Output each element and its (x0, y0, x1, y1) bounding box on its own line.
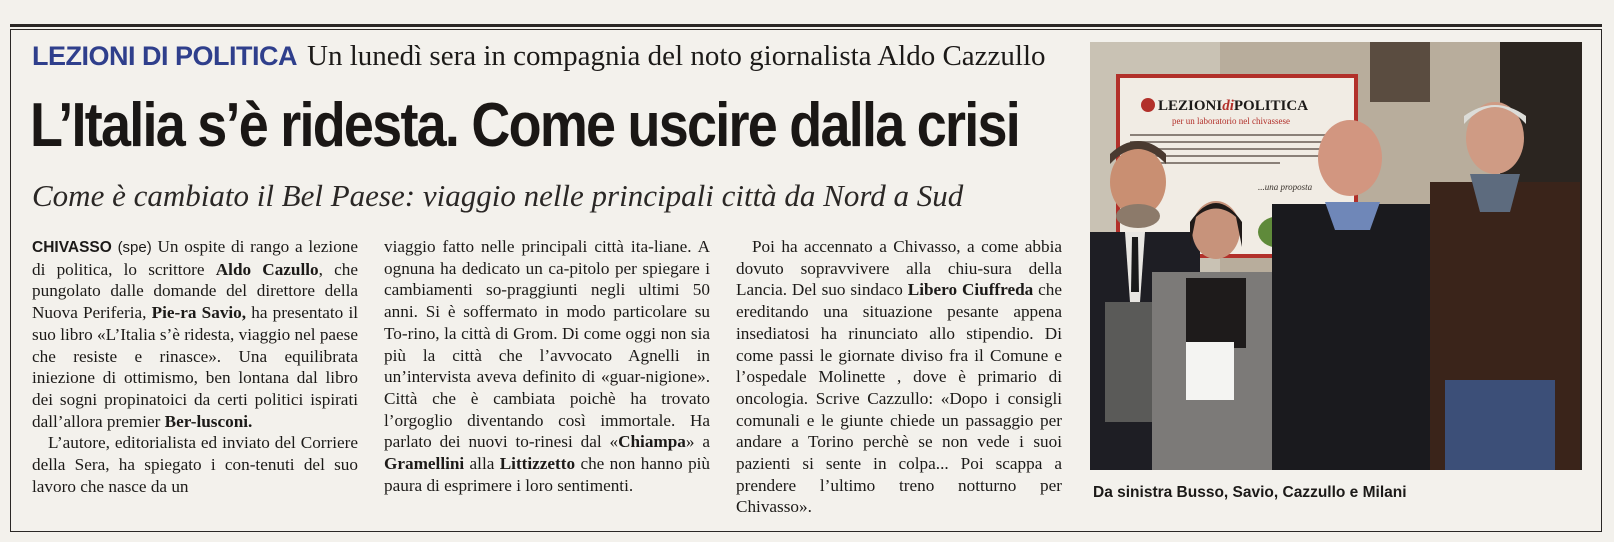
group-photo-illustration (1090, 42, 1582, 470)
text-run: che ereditando una situazione pesante appena insediatosi ha rinunciato allo stipendio. Di come passi le giornate diviso fra il Comune e l’ospedale Molinette , dove è primario di oncologia. Scrive Cazzullo: «Dopo i consigli comunali e le giunte chiede un passaggio per andare a Torino perchè se non vede i suoi pazienti si sente in colpa... Poi scappa a prendere l’ultimo treno notturno per Chivasso». (736, 280, 1062, 517)
frame-left-rule (10, 29, 11, 532)
poster-title-c: POLITICA (1233, 98, 1309, 114)
photo-caption: Da sinistra Busso, Savio, Cazzullo e Milani (1093, 484, 1407, 501)
paragraph (384, 236, 710, 496)
kicker-row (32, 40, 1082, 73)
poster-title-b: di (1222, 98, 1234, 114)
top-thin-rule (10, 29, 1602, 30)
group-photo (1090, 42, 1582, 470)
bold-name: Aldo Cazullo (215, 259, 319, 279)
article-column-2 (384, 236, 710, 496)
frame-right-rule (1601, 29, 1602, 532)
article-column-1 (32, 236, 358, 497)
text-run: viaggio fatto nelle principali città ita-liane. A ognuna ha dedicato un ca-pitolo per spiegare i cambiamenti so-praggiunti negli ultimi 50 anni. Si è soffermato in modo particolare su To-rino, la città di Grom. Di come oggi non sia più la città che l’avvocato Agnelli in un’intervista aveva definito di «guar-nigione». Città che è cambiata poichè ha trovato l’orgoglio diventando così immortale. Ha parlato dei nuovi to-rinesi dal « (384, 237, 710, 452)
poster-logo-icon (1141, 98, 1155, 112)
dateline: CHIVASSO (32, 239, 112, 256)
headline: L’Italia s’è ridesta. Come uscire dalla crisi (30, 91, 1020, 160)
poster-sign: ...una proposta (1258, 182, 1313, 192)
bold-name: Libero Ciuffreda (907, 280, 1034, 300)
text-run: Poi ha accennato a Chivasso, a come abbia dovuto sopravvivere alla chiu-sura della Lancia. Del suo sindaco (736, 237, 1062, 300)
poster-title-a: LEZIONI (1158, 98, 1223, 114)
text-run: , che pungolato dalle domande del direttore della Nuova Periferia, (32, 259, 358, 323)
bold-name: Littizzetto (499, 454, 576, 474)
article-column-3 (736, 236, 1062, 518)
text-run: che non hanno più paura di esprimere i loro sentimenti. (384, 454, 711, 495)
top-double-rule (10, 24, 1602, 27)
bold-name: Gramellini (384, 454, 465, 474)
text-run: ha presentato il suo libro «L’Italia s’è ridesta, viaggio nel paese che resiste e rinasce». Una equilibrata iniezione di ottimismo, ben lontana dal libro dei sogni propinatoici da certi politici ispirati dall’allora premier (32, 303, 358, 431)
poster-subtitle: per un laboratorio nel chivassese (1172, 116, 1290, 126)
text-run: » a (685, 432, 710, 452)
bold-name: Pie-ra Savio, (151, 303, 247, 323)
bold-name: Chiampa (618, 432, 686, 452)
subkicker: Un lunedì sera in compagnia del noto giornalista Aldo Cazzullo (307, 40, 1046, 72)
text-run: alla (469, 454, 495, 474)
bold-name: Ber-lusconi. (164, 411, 253, 431)
deck: Come è cambiato il Bel Paese: viaggio nelle principali città da Nord a Sud (32, 178, 964, 213)
kicker: LEZIONI DI POLITICA (32, 41, 297, 71)
author-initials: (spe) (117, 239, 152, 256)
paragraph (32, 236, 358, 432)
frame-bottom-rule (10, 531, 1602, 532)
paragraph (736, 236, 1062, 518)
paragraph: L’autore, editorialista ed inviato del Corriere della Sera, ha spiegato i con-tenuti del suo lavoro che nasce da un (32, 433, 358, 496)
svg-text:LEZIONIdiPOLITICA (1158, 98, 1308, 114)
text-run: Un ospite di rango a lezione di politica, lo scrittore (32, 237, 359, 279)
